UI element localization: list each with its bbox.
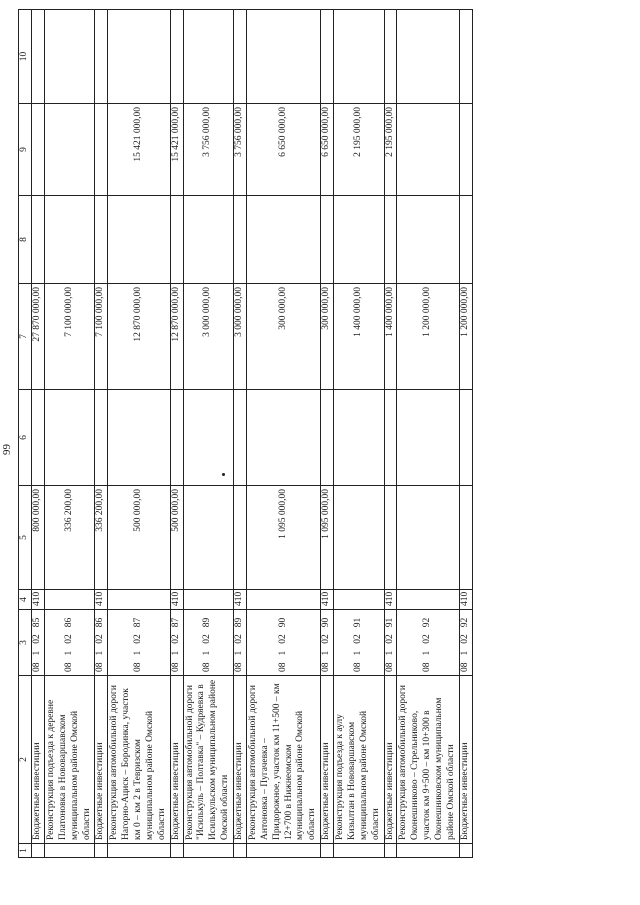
- code-part: 02: [277, 634, 288, 644]
- code-part: 08: [95, 662, 106, 672]
- table-row: [108, 10, 170, 858]
- cell-c7: 300 000,00: [246, 284, 320, 390]
- cell-c8: [170, 196, 183, 284]
- cell-c6: [459, 390, 472, 486]
- cell-c9: 6 650 000,00: [321, 104, 334, 196]
- header-col-2: 2: [19, 676, 32, 844]
- row-name: Бюджетные инвестиции: [321, 676, 334, 844]
- cell-c6: [321, 390, 334, 486]
- code-part: 08: [384, 662, 395, 672]
- code-part: 08: [277, 662, 288, 672]
- cell-c5: 1 095 000,00: [321, 486, 334, 590]
- cell-c5: 336 200,00: [44, 486, 95, 590]
- cell-c6: [246, 390, 320, 486]
- code-part: 1: [234, 650, 244, 656]
- cell-c4: 410: [459, 590, 472, 610]
- cell-c8: [234, 196, 247, 284]
- code-part: 1: [277, 650, 288, 656]
- header-col-8: 8: [19, 196, 32, 284]
- table-body: [31, 10, 472, 858]
- code-part: 02: [384, 634, 395, 644]
- row-name: Бюджетные инвестиции: [459, 676, 472, 844]
- cell-c8: [108, 196, 170, 284]
- cell-c10: [397, 10, 459, 104]
- code-part: 02: [63, 634, 74, 644]
- cell-c8: [183, 196, 234, 284]
- code-part: 1: [133, 650, 143, 656]
- cell-c10: [334, 10, 385, 104]
- table-row: [334, 10, 385, 858]
- cell-col-1: [95, 844, 108, 858]
- row-name: Реконструкция автомобильной дороги "Исилькуль – Полтавка" – Кудряевка в Исилькульском муниципальном районе Омской области: [183, 676, 234, 844]
- cell-c7: 1 400 000,00: [384, 284, 397, 390]
- cell-c10: [31, 10, 44, 104]
- cell-c6: [31, 390, 44, 486]
- row-code: [459, 610, 472, 676]
- code-part: 02: [234, 634, 244, 644]
- cell-c9: [397, 104, 459, 196]
- cell-col-1: [459, 844, 472, 858]
- row-code: [108, 610, 170, 676]
- table-row: [170, 10, 183, 858]
- cell-c8: [321, 196, 334, 284]
- cell-col-1: [246, 844, 320, 858]
- cell-c7: 3 000 000,00: [183, 284, 234, 390]
- code-part: 91: [384, 617, 395, 628]
- code-part: 91: [352, 617, 363, 628]
- cell-c4: [44, 590, 95, 610]
- row-name: Бюджетные инвестиции: [31, 676, 44, 844]
- cell-c4: 410: [95, 590, 108, 610]
- code-part: 1: [63, 650, 74, 656]
- code-part: 02: [459, 634, 470, 644]
- code-part: 86: [95, 617, 106, 628]
- cell-c6: [234, 390, 247, 486]
- code-part: 02: [31, 634, 42, 644]
- cell-c9: 2 195 000,00: [384, 104, 397, 196]
- cell-c7: 1 200 000,00: [459, 284, 472, 390]
- header-col-1: 1: [19, 844, 32, 858]
- cell-c8: [334, 196, 385, 284]
- header-col-6: 6: [19, 390, 32, 486]
- cell-c5: 800 000,00: [31, 486, 44, 590]
- row-name: Бюджетные инвестиции: [234, 676, 247, 844]
- cell-c10: [170, 10, 183, 104]
- row-name: Реконструкция подъезда к аулу Кизылтан в Нововаршавском муниципальном районе Омской области: [334, 676, 385, 844]
- table-row: [31, 10, 44, 858]
- table-row: [459, 10, 472, 858]
- cell-c9: 15 421 000,00: [170, 104, 183, 196]
- code-part: 1: [31, 650, 42, 656]
- cell-c8: [95, 196, 108, 284]
- code-part: 08: [170, 662, 181, 672]
- cell-c7: 12 870 000,00: [108, 284, 170, 390]
- cell-c5: 500 000,00: [170, 486, 183, 590]
- cell-c7: 7 100 000,00: [44, 284, 95, 390]
- cell-c8: [246, 196, 320, 284]
- table-row: [321, 10, 334, 858]
- cell-c9: [95, 104, 108, 196]
- code-part: 1: [459, 650, 470, 656]
- cell-c6: [44, 390, 95, 486]
- cell-c4: 410: [321, 590, 334, 610]
- cell-c5: 500 000,00: [108, 486, 170, 590]
- header-col-10: 10: [19, 10, 32, 104]
- code-part: 08: [422, 662, 433, 672]
- row-code: [321, 610, 334, 676]
- row-code: [397, 610, 459, 676]
- table-row: [246, 10, 320, 858]
- cell-col-1: [334, 844, 385, 858]
- cell-col-1: [44, 844, 95, 858]
- header-col-5: 5: [19, 486, 32, 590]
- code-part: 02: [170, 634, 181, 644]
- header-col-3: 3: [19, 610, 32, 676]
- code-part: 89: [202, 617, 213, 628]
- row-name: Реконструкция подъезда к деревне Платоновка в Нововаршавском муниципальном районе Омской области: [44, 676, 95, 844]
- table-row: [384, 10, 397, 858]
- cell-c4: [246, 590, 320, 610]
- cell-c9: [459, 104, 472, 196]
- code-part: 1: [352, 650, 363, 656]
- code-part: 1: [95, 650, 106, 656]
- header-col-4: 4: [19, 590, 32, 610]
- table-row: [183, 10, 234, 858]
- code-part: 1: [170, 650, 181, 656]
- row-name: Бюджетные инвестиции: [170, 676, 183, 844]
- code-part: 1: [384, 650, 395, 656]
- code-part: 87: [170, 617, 181, 628]
- cell-c6: [397, 390, 459, 486]
- page-number: 99: [1, 444, 13, 455]
- cell-c6: [108, 390, 170, 486]
- row-code: [31, 610, 44, 676]
- code-part: 86: [63, 617, 74, 628]
- code-part: 87: [133, 617, 143, 628]
- cell-c10: [44, 10, 95, 104]
- cell-c7: 7 100 000,00: [95, 284, 108, 390]
- row-name: Реконструкция автомобильной дороги Оконешниково – Стрельниково, участок км 9+500 – км 10+300 в Оконешниковском муниципальном районе Омской области: [397, 676, 459, 844]
- code-part: 90: [277, 617, 288, 628]
- table-row: [397, 10, 459, 858]
- header-col-9: 9: [19, 104, 32, 196]
- cell-c10: [246, 10, 320, 104]
- row-code: [44, 610, 95, 676]
- cell-c5: [459, 486, 472, 590]
- cell-c7: 3 000 000,00: [234, 284, 247, 390]
- cell-c10: [95, 10, 108, 104]
- cell-c8: [44, 196, 95, 284]
- code-part: 08: [63, 662, 74, 672]
- cell-col-1: [170, 844, 183, 858]
- cell-c5: [334, 486, 385, 590]
- code-part: 02: [202, 634, 213, 644]
- cell-col-1: [234, 844, 247, 858]
- cell-c10: [183, 10, 234, 104]
- row-name: Реконструкция автомобильной дороги Антоновка – Пугачевка – Придорожное, участок км 11+500 – км 12+700 в Нижнеомском муниципальном районе Омской области: [246, 676, 320, 844]
- cell-c7: 1 400 000,00: [334, 284, 385, 390]
- code-part: 08: [459, 662, 470, 672]
- cell-c6: [170, 390, 183, 486]
- cell-c4: [108, 590, 170, 610]
- header-col-7: 7: [19, 284, 32, 390]
- row-code: [183, 610, 234, 676]
- cell-c5: [397, 486, 459, 590]
- cell-c8: [397, 196, 459, 284]
- code-part: 02: [95, 634, 106, 644]
- code-part: 1: [321, 650, 332, 656]
- cell-c4: 410: [384, 590, 397, 610]
- cell-col-1: [183, 844, 234, 858]
- cell-c4: 410: [31, 590, 44, 610]
- code-part: 08: [352, 662, 363, 672]
- code-part: 08: [321, 662, 332, 672]
- code-part: 02: [352, 634, 363, 644]
- cell-c4: [183, 590, 234, 610]
- cell-c10: [321, 10, 334, 104]
- cell-c9: 3 756 000,00: [183, 104, 234, 196]
- code-part: 08: [31, 662, 42, 672]
- cell-c5: [234, 486, 247, 590]
- cell-c9: [44, 104, 95, 196]
- cell-c10: [108, 10, 170, 104]
- cell-c10: [459, 10, 472, 104]
- row-code: [95, 610, 108, 676]
- table-row: [95, 10, 108, 858]
- code-part: 90: [321, 617, 332, 628]
- row-name: Бюджетные инвестиции: [384, 676, 397, 844]
- budget-table: [18, 9, 473, 858]
- code-part: 1: [422, 650, 433, 656]
- cell-c5: [384, 486, 397, 590]
- row-name: Реконструкция автомобильной дороги Нагорно-Ациск – Бородинка, участок км 0 – км 2 в Тевризском муниципальном районе Омской области: [108, 676, 170, 844]
- cell-c9: 15 421 000,00: [108, 104, 170, 196]
- cell-col-1: [108, 844, 170, 858]
- cell-c5: 1 095 000,00: [246, 486, 320, 590]
- code-part: 08: [234, 662, 244, 672]
- cell-c5: 336 200,00: [95, 486, 108, 590]
- cell-c9: 2 195 000,00: [334, 104, 385, 196]
- code-part: 92: [459, 617, 470, 628]
- table-row: [234, 10, 247, 858]
- cell-c7: 300 000,00: [321, 284, 334, 390]
- cell-col-1: [31, 844, 44, 858]
- cell-c9: [31, 104, 44, 196]
- cell-c10: [384, 10, 397, 104]
- cell-c7: 12 870 000,00: [170, 284, 183, 390]
- code-part: 08: [202, 662, 213, 672]
- code-part: 92: [422, 617, 433, 628]
- cell-c5: [183, 486, 234, 590]
- cell-col-1: [397, 844, 459, 858]
- row-code: [170, 610, 183, 676]
- cell-c4: [334, 590, 385, 610]
- code-part: 85: [31, 617, 42, 628]
- row-code: [246, 610, 320, 676]
- code-part: 02: [422, 634, 433, 644]
- cell-c8: [384, 196, 397, 284]
- cell-c10: [234, 10, 247, 104]
- cell-c6: [95, 390, 108, 486]
- cell-c7: 27 870 000,00: [31, 284, 44, 390]
- code-part: 89: [234, 617, 244, 628]
- cell-c9: 6 650 000,00: [246, 104, 320, 196]
- cell-col-1: [321, 844, 334, 858]
- row-code: [234, 610, 247, 676]
- cell-c6: [384, 390, 397, 486]
- cell-c4: [397, 590, 459, 610]
- cell-c6: [183, 390, 234, 486]
- cell-c6: [334, 390, 385, 486]
- code-part: 1: [202, 650, 213, 656]
- table-row: [44, 10, 95, 858]
- cell-c4: 410: [170, 590, 183, 610]
- row-code: [334, 610, 385, 676]
- row-code: [384, 610, 397, 676]
- code-part: 02: [321, 634, 332, 644]
- cell-c9: 3 756 000,00: [234, 104, 247, 196]
- code-part: 08: [133, 662, 143, 672]
- row-name: Бюджетные инвестиции: [95, 676, 108, 844]
- cell-c8: [31, 196, 44, 284]
- code-part: 02: [133, 634, 143, 644]
- cell-c8: [459, 196, 472, 284]
- cell-c7: 1 200 000,00: [397, 284, 459, 390]
- cell-c4: 410: [234, 590, 247, 610]
- table-header-row: [19, 10, 32, 858]
- cell-col-1: [384, 844, 397, 858]
